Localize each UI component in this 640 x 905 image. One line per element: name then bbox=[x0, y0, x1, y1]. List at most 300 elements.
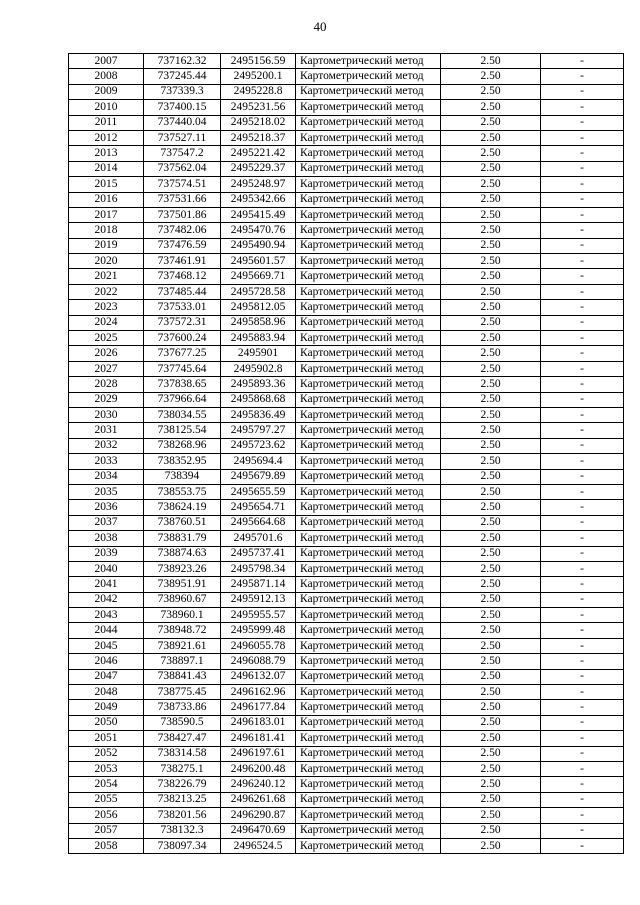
y-coordinate-cell: 2495221.42 bbox=[221, 146, 296, 161]
note-cell: - bbox=[541, 207, 624, 222]
method-cell: Картометрический метод bbox=[296, 469, 441, 484]
point-number-cell: 2057 bbox=[69, 823, 144, 838]
note-cell: - bbox=[541, 761, 624, 776]
note-cell: - bbox=[541, 238, 624, 253]
x-coordinate-cell: 738132.3 bbox=[144, 823, 221, 838]
method-cell: Картометрический метод bbox=[296, 654, 441, 669]
accuracy-cell: 2.50 bbox=[441, 69, 541, 84]
accuracy-cell: 2.50 bbox=[441, 407, 541, 422]
point-number-cell: 2037 bbox=[69, 515, 144, 530]
accuracy-cell: 2.50 bbox=[441, 377, 541, 392]
table-row bbox=[69, 331, 624, 346]
x-coordinate-cell: 738226.79 bbox=[144, 777, 221, 792]
note-cell: - bbox=[541, 407, 624, 422]
method-cell: Картометрический метод bbox=[296, 577, 441, 592]
accuracy-cell: 2.50 bbox=[441, 115, 541, 130]
note-cell: - bbox=[541, 438, 624, 453]
table-row bbox=[69, 223, 624, 238]
x-coordinate-cell: 737339.3 bbox=[144, 84, 221, 99]
accuracy-cell: 2.50 bbox=[441, 500, 541, 515]
accuracy-cell: 2.50 bbox=[441, 100, 541, 115]
x-coordinate-cell: 738923.26 bbox=[144, 561, 221, 576]
note-cell: - bbox=[541, 454, 624, 469]
note-cell: - bbox=[541, 561, 624, 576]
table-row bbox=[69, 777, 624, 792]
point-number-cell: 2017 bbox=[69, 207, 144, 222]
y-coordinate-cell: 2495836.49 bbox=[221, 407, 296, 422]
method-cell: Картометрический метод bbox=[296, 531, 441, 546]
accuracy-cell: 2.50 bbox=[441, 130, 541, 145]
point-number-cell: 2055 bbox=[69, 792, 144, 807]
method-cell: Картометрический метод bbox=[296, 423, 441, 438]
method-cell: Картометрический метод bbox=[296, 146, 441, 161]
point-number-cell: 2026 bbox=[69, 346, 144, 361]
point-number-cell: 2051 bbox=[69, 731, 144, 746]
x-coordinate-cell: 737485.44 bbox=[144, 284, 221, 299]
accuracy-cell: 2.50 bbox=[441, 192, 541, 207]
point-number-cell: 2010 bbox=[69, 100, 144, 115]
x-coordinate-cell: 737162.32 bbox=[144, 54, 221, 69]
accuracy-cell: 2.50 bbox=[441, 146, 541, 161]
point-number-cell: 2035 bbox=[69, 484, 144, 499]
method-cell: Картометрический метод bbox=[296, 300, 441, 315]
method-cell: Картометрический метод bbox=[296, 608, 441, 623]
y-coordinate-cell: 2496177.84 bbox=[221, 700, 296, 715]
point-number-cell: 2044 bbox=[69, 623, 144, 638]
table-row bbox=[69, 715, 624, 730]
x-coordinate-cell: 737966.64 bbox=[144, 392, 221, 407]
x-coordinate-cell: 738352.95 bbox=[144, 454, 221, 469]
y-coordinate-cell: 2496524.5 bbox=[221, 838, 296, 853]
point-number-cell: 2007 bbox=[69, 54, 144, 69]
accuracy-cell: 2.50 bbox=[441, 685, 541, 700]
y-coordinate-cell: 2495812.05 bbox=[221, 300, 296, 315]
y-coordinate-cell: 2495231.56 bbox=[221, 100, 296, 115]
note-cell: - bbox=[541, 100, 624, 115]
table-row bbox=[69, 823, 624, 838]
table-row bbox=[69, 654, 624, 669]
accuracy-cell: 2.50 bbox=[441, 177, 541, 192]
x-coordinate-cell: 737745.64 bbox=[144, 361, 221, 376]
table-body bbox=[69, 54, 624, 854]
y-coordinate-cell: 2495999.48 bbox=[221, 623, 296, 638]
note-cell: - bbox=[541, 377, 624, 392]
table-row bbox=[69, 423, 624, 438]
x-coordinate-cell: 738213.25 bbox=[144, 792, 221, 807]
y-coordinate-cell: 2496200.48 bbox=[221, 761, 296, 776]
x-coordinate-cell: 738275.1 bbox=[144, 761, 221, 776]
method-cell: Картометрический метод bbox=[296, 838, 441, 853]
x-coordinate-cell: 737482.06 bbox=[144, 223, 221, 238]
point-number-cell: 2029 bbox=[69, 392, 144, 407]
table-row bbox=[69, 146, 624, 161]
accuracy-cell: 2.50 bbox=[441, 592, 541, 607]
note-cell: - bbox=[541, 654, 624, 669]
x-coordinate-cell: 738034.55 bbox=[144, 407, 221, 422]
x-coordinate-cell: 737468.12 bbox=[144, 269, 221, 284]
point-number-cell: 2027 bbox=[69, 361, 144, 376]
method-cell: Картометрический метод bbox=[296, 223, 441, 238]
point-number-cell: 2053 bbox=[69, 761, 144, 776]
table-row bbox=[69, 531, 624, 546]
table-row bbox=[69, 315, 624, 330]
table-row bbox=[69, 484, 624, 499]
method-cell: Картометрический метод bbox=[296, 392, 441, 407]
y-coordinate-cell: 2495901 bbox=[221, 346, 296, 361]
point-number-cell: 2013 bbox=[69, 146, 144, 161]
accuracy-cell: 2.50 bbox=[441, 561, 541, 576]
y-coordinate-cell: 2496197.61 bbox=[221, 746, 296, 761]
point-number-cell: 2021 bbox=[69, 269, 144, 284]
x-coordinate-cell: 738624.19 bbox=[144, 500, 221, 515]
accuracy-cell: 2.50 bbox=[441, 254, 541, 269]
y-coordinate-cell: 2495893.36 bbox=[221, 377, 296, 392]
accuracy-cell: 2.50 bbox=[441, 346, 541, 361]
note-cell: - bbox=[541, 592, 624, 607]
note-cell: - bbox=[541, 315, 624, 330]
point-number-cell: 2048 bbox=[69, 685, 144, 700]
x-coordinate-cell: 737533.01 bbox=[144, 300, 221, 315]
point-number-cell: 2050 bbox=[69, 715, 144, 730]
accuracy-cell: 2.50 bbox=[441, 315, 541, 330]
note-cell: - bbox=[541, 484, 624, 499]
accuracy-cell: 2.50 bbox=[441, 731, 541, 746]
y-coordinate-cell: 2495218.37 bbox=[221, 130, 296, 145]
method-cell: Картометрический метод bbox=[296, 377, 441, 392]
accuracy-cell: 2.50 bbox=[441, 792, 541, 807]
table-row bbox=[69, 346, 624, 361]
point-number-cell: 2008 bbox=[69, 69, 144, 84]
y-coordinate-cell: 2495798.34 bbox=[221, 561, 296, 576]
note-cell: - bbox=[541, 500, 624, 515]
point-number-cell: 2011 bbox=[69, 115, 144, 130]
note-cell: - bbox=[541, 284, 624, 299]
method-cell: Картометрический метод bbox=[296, 484, 441, 499]
method-cell: Картометрический метод bbox=[296, 823, 441, 838]
x-coordinate-cell: 738831.79 bbox=[144, 531, 221, 546]
y-coordinate-cell: 2495902.8 bbox=[221, 361, 296, 376]
table-row bbox=[69, 469, 624, 484]
y-coordinate-cell: 2495955.57 bbox=[221, 608, 296, 623]
x-coordinate-cell: 737677.25 bbox=[144, 346, 221, 361]
table-row bbox=[69, 454, 624, 469]
accuracy-cell: 2.50 bbox=[441, 454, 541, 469]
x-coordinate-cell: 737461.91 bbox=[144, 254, 221, 269]
note-cell: - bbox=[541, 423, 624, 438]
table-row bbox=[69, 623, 624, 638]
point-number-cell: 2045 bbox=[69, 638, 144, 653]
accuracy-cell: 2.50 bbox=[441, 54, 541, 69]
y-coordinate-cell: 2496132.07 bbox=[221, 669, 296, 684]
method-cell: Картометрический метод bbox=[296, 561, 441, 576]
method-cell: Картометрический метод bbox=[296, 54, 441, 69]
note-cell: - bbox=[541, 392, 624, 407]
table-row bbox=[69, 407, 624, 422]
point-number-cell: 2031 bbox=[69, 423, 144, 438]
point-number-cell: 2034 bbox=[69, 469, 144, 484]
method-cell: Картометрический метод bbox=[296, 808, 441, 823]
y-coordinate-cell: 2496183.01 bbox=[221, 715, 296, 730]
x-coordinate-cell: 738775.45 bbox=[144, 685, 221, 700]
accuracy-cell: 2.50 bbox=[441, 484, 541, 499]
method-cell: Картометрический метод bbox=[296, 746, 441, 761]
accuracy-cell: 2.50 bbox=[441, 715, 541, 730]
x-coordinate-cell: 738553.75 bbox=[144, 484, 221, 499]
note-cell: - bbox=[541, 192, 624, 207]
note-cell: - bbox=[541, 177, 624, 192]
method-cell: Картометрический метод bbox=[296, 346, 441, 361]
y-coordinate-cell: 2496470.69 bbox=[221, 823, 296, 838]
note-cell: - bbox=[541, 223, 624, 238]
y-coordinate-cell: 2495229.37 bbox=[221, 161, 296, 176]
method-cell: Картометрический метод bbox=[296, 331, 441, 346]
accuracy-cell: 2.50 bbox=[441, 238, 541, 253]
x-coordinate-cell: 738960.1 bbox=[144, 608, 221, 623]
x-coordinate-cell: 737531.66 bbox=[144, 192, 221, 207]
table-row bbox=[69, 300, 624, 315]
note-cell: - bbox=[541, 361, 624, 376]
accuracy-cell: 2.50 bbox=[441, 469, 541, 484]
accuracy-cell: 2.50 bbox=[441, 361, 541, 376]
y-coordinate-cell: 2495797.27 bbox=[221, 423, 296, 438]
x-coordinate-cell: 737400.15 bbox=[144, 100, 221, 115]
accuracy-cell: 2.50 bbox=[441, 623, 541, 638]
note-cell: - bbox=[541, 69, 624, 84]
point-number-cell: 2040 bbox=[69, 561, 144, 576]
accuracy-cell: 2.50 bbox=[441, 746, 541, 761]
note-cell: - bbox=[541, 715, 624, 730]
table-row bbox=[69, 100, 624, 115]
accuracy-cell: 2.50 bbox=[441, 84, 541, 99]
note-cell: - bbox=[541, 638, 624, 653]
x-coordinate-cell: 738841.43 bbox=[144, 669, 221, 684]
y-coordinate-cell: 2495737.41 bbox=[221, 546, 296, 561]
method-cell: Картометрический метод bbox=[296, 700, 441, 715]
method-cell: Картометрический метод bbox=[296, 84, 441, 99]
point-number-cell: 2054 bbox=[69, 777, 144, 792]
x-coordinate-cell: 738960.67 bbox=[144, 592, 221, 607]
note-cell: - bbox=[541, 577, 624, 592]
table-row bbox=[69, 177, 624, 192]
y-coordinate-cell: 2495701.6 bbox=[221, 531, 296, 546]
y-coordinate-cell: 2495415.49 bbox=[221, 207, 296, 222]
method-cell: Картометрический метод bbox=[296, 454, 441, 469]
x-coordinate-cell: 737562.04 bbox=[144, 161, 221, 176]
note-cell: - bbox=[541, 792, 624, 807]
table-row bbox=[69, 761, 624, 776]
point-number-cell: 2018 bbox=[69, 223, 144, 238]
x-coordinate-cell: 738948.72 bbox=[144, 623, 221, 638]
table-row bbox=[69, 84, 624, 99]
table-row bbox=[69, 808, 624, 823]
x-coordinate-cell: 737440.04 bbox=[144, 115, 221, 130]
point-number-cell: 2019 bbox=[69, 238, 144, 253]
point-number-cell: 2014 bbox=[69, 161, 144, 176]
y-coordinate-cell: 2496055.78 bbox=[221, 638, 296, 653]
note-cell: - bbox=[541, 469, 624, 484]
note-cell: - bbox=[541, 669, 624, 684]
note-cell: - bbox=[541, 130, 624, 145]
method-cell: Картометрический метод bbox=[296, 269, 441, 284]
y-coordinate-cell: 2495228.8 bbox=[221, 84, 296, 99]
point-number-cell: 2047 bbox=[69, 669, 144, 684]
y-coordinate-cell: 2495655.59 bbox=[221, 484, 296, 499]
y-coordinate-cell: 2495200.1 bbox=[221, 69, 296, 84]
accuracy-cell: 2.50 bbox=[441, 300, 541, 315]
point-number-cell: 2038 bbox=[69, 531, 144, 546]
y-coordinate-cell: 2495490.94 bbox=[221, 238, 296, 253]
coordinates-table bbox=[68, 53, 624, 854]
x-coordinate-cell: 737572.31 bbox=[144, 315, 221, 330]
table-row bbox=[69, 608, 624, 623]
accuracy-cell: 2.50 bbox=[441, 777, 541, 792]
point-number-cell: 2041 bbox=[69, 577, 144, 592]
note-cell: - bbox=[541, 700, 624, 715]
table-row bbox=[69, 130, 624, 145]
accuracy-cell: 2.50 bbox=[441, 669, 541, 684]
method-cell: Картометрический метод bbox=[296, 177, 441, 192]
point-number-cell: 2049 bbox=[69, 700, 144, 715]
y-coordinate-cell: 2495654.71 bbox=[221, 500, 296, 515]
accuracy-cell: 2.50 bbox=[441, 331, 541, 346]
note-cell: - bbox=[541, 546, 624, 561]
note-cell: - bbox=[541, 254, 624, 269]
point-number-cell: 2022 bbox=[69, 284, 144, 299]
method-cell: Картометрический метод bbox=[296, 731, 441, 746]
note-cell: - bbox=[541, 161, 624, 176]
method-cell: Картометрический метод bbox=[296, 623, 441, 638]
note-cell: - bbox=[541, 746, 624, 761]
method-cell: Картометрический метод bbox=[296, 592, 441, 607]
method-cell: Картометрический метод bbox=[296, 792, 441, 807]
note-cell: - bbox=[541, 300, 624, 315]
table-row bbox=[69, 592, 624, 607]
accuracy-cell: 2.50 bbox=[441, 438, 541, 453]
table-row bbox=[69, 546, 624, 561]
method-cell: Картометрический метод bbox=[296, 254, 441, 269]
point-number-cell: 2046 bbox=[69, 654, 144, 669]
point-number-cell: 2028 bbox=[69, 377, 144, 392]
table-row bbox=[69, 238, 624, 253]
table-row bbox=[69, 792, 624, 807]
accuracy-cell: 2.50 bbox=[441, 700, 541, 715]
table-row bbox=[69, 638, 624, 653]
point-number-cell: 2056 bbox=[69, 808, 144, 823]
y-coordinate-cell: 2495694.4 bbox=[221, 454, 296, 469]
point-number-cell: 2033 bbox=[69, 454, 144, 469]
table-row bbox=[69, 54, 624, 69]
accuracy-cell: 2.50 bbox=[441, 223, 541, 238]
table-row bbox=[69, 269, 624, 284]
x-coordinate-cell: 738590.5 bbox=[144, 715, 221, 730]
table-row bbox=[69, 838, 624, 853]
y-coordinate-cell: 2495601.57 bbox=[221, 254, 296, 269]
point-number-cell: 2036 bbox=[69, 500, 144, 515]
point-number-cell: 2042 bbox=[69, 592, 144, 607]
y-coordinate-cell: 2496088.79 bbox=[221, 654, 296, 669]
x-coordinate-cell: 738951.91 bbox=[144, 577, 221, 592]
accuracy-cell: 2.50 bbox=[441, 761, 541, 776]
x-coordinate-cell: 738921.61 bbox=[144, 638, 221, 653]
x-coordinate-cell: 738760.51 bbox=[144, 515, 221, 530]
x-coordinate-cell: 738268.96 bbox=[144, 438, 221, 453]
note-cell: - bbox=[541, 515, 624, 530]
point-number-cell: 2030 bbox=[69, 407, 144, 422]
note-cell: - bbox=[541, 685, 624, 700]
y-coordinate-cell: 2496181.41 bbox=[221, 731, 296, 746]
point-number-cell: 2016 bbox=[69, 192, 144, 207]
method-cell: Картометрический метод bbox=[296, 669, 441, 684]
y-coordinate-cell: 2496290.87 bbox=[221, 808, 296, 823]
note-cell: - bbox=[541, 84, 624, 99]
point-number-cell: 2023 bbox=[69, 300, 144, 315]
accuracy-cell: 2.50 bbox=[441, 577, 541, 592]
method-cell: Картометрический метод bbox=[296, 546, 441, 561]
method-cell: Картометрический метод bbox=[296, 192, 441, 207]
method-cell: Картометрический метод bbox=[296, 69, 441, 84]
accuracy-cell: 2.50 bbox=[441, 423, 541, 438]
y-coordinate-cell: 2495248.97 bbox=[221, 177, 296, 192]
method-cell: Картометрический метод bbox=[296, 100, 441, 115]
method-cell: Картометрический метод bbox=[296, 715, 441, 730]
table-row bbox=[69, 115, 624, 130]
accuracy-cell: 2.50 bbox=[441, 808, 541, 823]
method-cell: Картометрический метод bbox=[296, 515, 441, 530]
note-cell: - bbox=[541, 623, 624, 638]
table-row bbox=[69, 700, 624, 715]
y-coordinate-cell: 2495470.76 bbox=[221, 223, 296, 238]
y-coordinate-cell: 2495679.89 bbox=[221, 469, 296, 484]
point-number-cell: 2025 bbox=[69, 331, 144, 346]
point-number-cell: 2039 bbox=[69, 546, 144, 561]
accuracy-cell: 2.50 bbox=[441, 531, 541, 546]
y-coordinate-cell: 2496261.68 bbox=[221, 792, 296, 807]
point-number-cell: 2058 bbox=[69, 838, 144, 853]
y-coordinate-cell: 2495669.71 bbox=[221, 269, 296, 284]
table-row bbox=[69, 500, 624, 515]
note-cell: - bbox=[541, 531, 624, 546]
accuracy-cell: 2.50 bbox=[441, 269, 541, 284]
method-cell: Картометрический метод bbox=[296, 761, 441, 776]
method-cell: Картометрический метод bbox=[296, 238, 441, 253]
note-cell: - bbox=[541, 838, 624, 853]
point-number-cell: 2020 bbox=[69, 254, 144, 269]
accuracy-cell: 2.50 bbox=[441, 546, 541, 561]
y-coordinate-cell: 2496162.96 bbox=[221, 685, 296, 700]
table-row bbox=[69, 284, 624, 299]
point-number-cell: 2015 bbox=[69, 177, 144, 192]
table-row bbox=[69, 392, 624, 407]
table-row bbox=[69, 731, 624, 746]
x-coordinate-cell: 737600.24 bbox=[144, 331, 221, 346]
method-cell: Картометрический метод bbox=[296, 407, 441, 422]
table-row bbox=[69, 669, 624, 684]
method-cell: Картометрический метод bbox=[296, 438, 441, 453]
note-cell: - bbox=[541, 346, 624, 361]
accuracy-cell: 2.50 bbox=[441, 638, 541, 653]
note-cell: - bbox=[541, 331, 624, 346]
x-coordinate-cell: 738097.34 bbox=[144, 838, 221, 853]
note-cell: - bbox=[541, 269, 624, 284]
point-number-cell: 2009 bbox=[69, 84, 144, 99]
accuracy-cell: 2.50 bbox=[441, 823, 541, 838]
table-row bbox=[69, 161, 624, 176]
y-coordinate-cell: 2495156.59 bbox=[221, 54, 296, 69]
method-cell: Картометрический метод bbox=[296, 638, 441, 653]
x-coordinate-cell: 738314.58 bbox=[144, 746, 221, 761]
x-coordinate-cell: 737245.44 bbox=[144, 69, 221, 84]
x-coordinate-cell: 737527.11 bbox=[144, 130, 221, 145]
